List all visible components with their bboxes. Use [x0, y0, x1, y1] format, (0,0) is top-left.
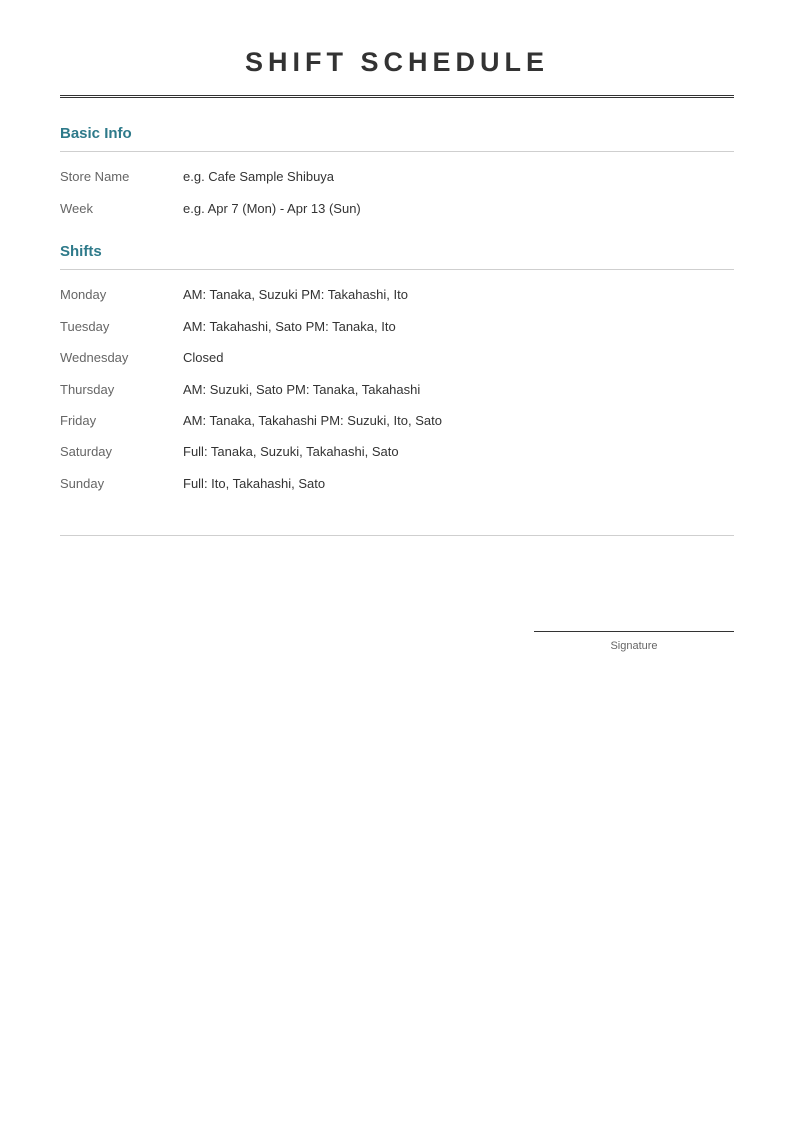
- shift-row-sunday: [60, 474, 734, 494]
- shift-assignment: Full: Ito, Takahashi, Sato: [183, 476, 326, 491]
- field-value: e.g. Cafe Sample Shibuya: [183, 169, 335, 184]
- shift-row-friday: [60, 411, 734, 431]
- title-double-rule: [60, 95, 734, 98]
- day-label: Thursday: [60, 382, 115, 397]
- field-row-week: [60, 199, 734, 219]
- shift-row-monday: [60, 285, 734, 305]
- basic-info-rule: [60, 151, 734, 152]
- page-title: SHIFT SCHEDULE: [244, 47, 549, 77]
- shift-assignment: AM: Suzuki, Sato PM: Tanaka, Takahashi: [183, 382, 421, 397]
- shifts-heading: Shifts: [60, 243, 102, 260]
- shift-row-tuesday: [60, 317, 734, 337]
- footer-divider: [60, 535, 734, 536]
- shift-assignment: AM: Tanaka, Takahashi PM: Suzuki, Ito, Sato: [183, 413, 442, 428]
- shift-assignment: AM: Tanaka, Suzuki PM: Takahashi, Ito: [183, 287, 408, 302]
- field-label: Store Name: [60, 169, 130, 184]
- day-label: Tuesday: [60, 319, 110, 334]
- day-label: Sunday: [60, 476, 105, 491]
- field-label: Week: [60, 201, 93, 216]
- field-value: e.g. Apr 7 (Mon) - Apr 13 (Sun): [183, 201, 361, 216]
- shift-assignment: Closed: [183, 350, 224, 365]
- day-label: Wednesday: [60, 350, 129, 365]
- shift-row-wednesday: [60, 348, 734, 368]
- signature-label: Signature: [610, 640, 658, 652]
- signature-line[interactable]: [534, 631, 734, 632]
- shift-assignment: AM: Takahashi, Sato PM: Tanaka, Ito: [183, 319, 396, 334]
- shifts-rule: [60, 269, 734, 270]
- shift-row-thursday: [60, 380, 734, 400]
- day-label: Monday: [60, 287, 107, 302]
- field-row-store-name: [60, 167, 734, 187]
- shift-assignment: Full: Tanaka, Suzuki, Takahashi, Sato: [183, 444, 399, 459]
- day-label: Saturday: [60, 444, 113, 459]
- shift-row-saturday: [60, 442, 734, 462]
- day-label: Friday: [60, 413, 97, 428]
- basic-info-heading: Basic Info: [60, 125, 132, 142]
